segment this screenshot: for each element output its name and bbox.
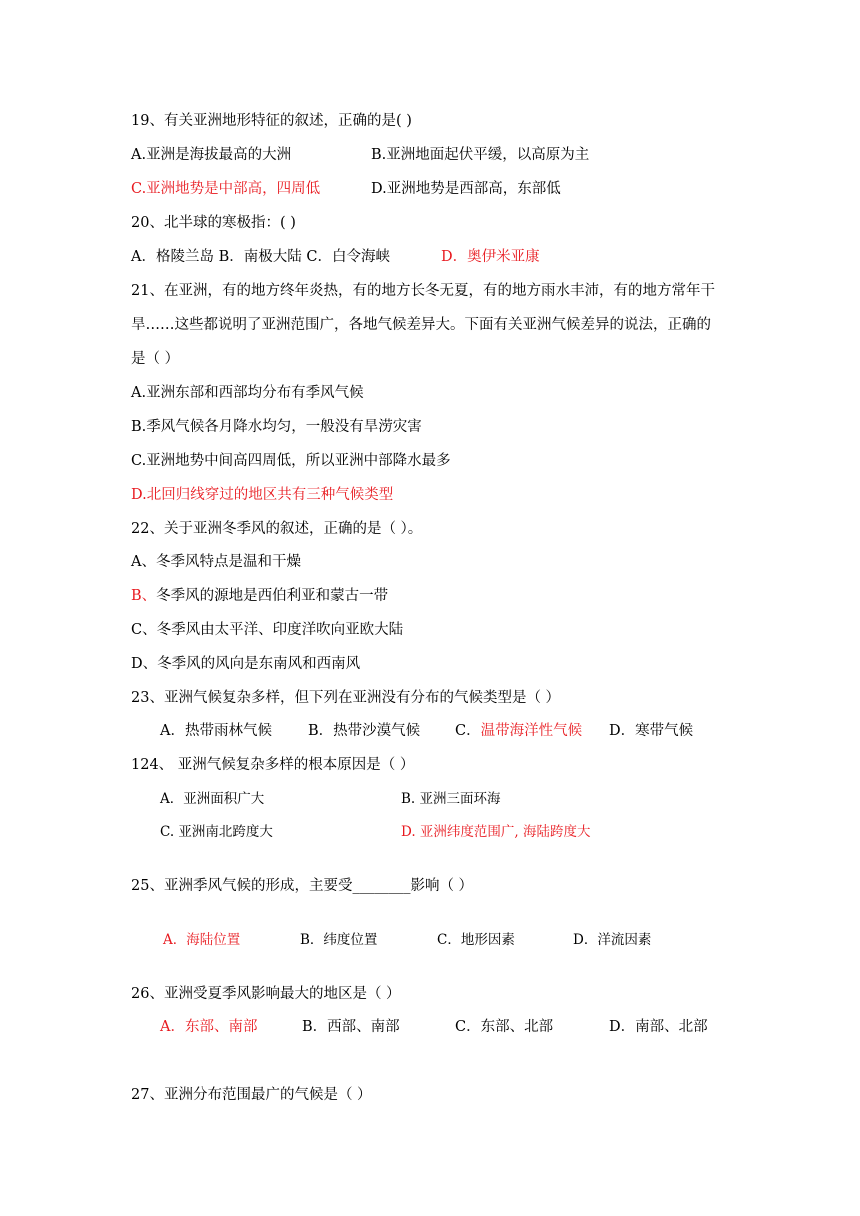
q24-stem: 124、 亚洲气候复杂多样的根本原因是（ ）: [131, 757, 415, 773]
q26-option-a: A．东部、南部: [160, 1019, 258, 1035]
q19-option-a: A.亚洲是海拔最高的大洲: [131, 147, 292, 163]
q22-option-c: C、冬季风由太平洋、印度洋吹向亚欧大陆: [131, 622, 404, 638]
q22-option-b-text: 冬季风的源地是西伯利亚和蒙古一带: [156, 588, 389, 604]
q22-option-b: [131, 586, 388, 606]
q27-stem: 27、亚洲分布范围最广的气候是（ ）: [131, 1087, 372, 1103]
q25-option-b: B．纬度位置: [300, 932, 378, 948]
q20-option-d: D．奥伊米亚康: [441, 249, 540, 265]
q19-option-b: B.亚洲地面起伏平缓，以高原为主: [371, 147, 590, 163]
q26-option-b: B．西部、南部: [302, 1019, 400, 1035]
q21-stem-line-3: 是（ ）: [131, 351, 180, 367]
q24-option-c: C. 亚洲南北跨度大: [160, 824, 273, 840]
q25-option-a: A．海陆位置: [163, 932, 241, 948]
q20-options-abc: A．格陵兰岛 B．南极大陆 C．白令海峡: [131, 249, 390, 265]
q26-option-c: C．东部、北部: [455, 1019, 554, 1035]
q22-option-b-letter: B、: [131, 588, 157, 604]
q25-stem: 25、亚洲季风气候的形成，主要受________影响（ ）: [131, 878, 474, 894]
q21-option-b: B.季风气候各月降水均匀，一般没有旱涝灾害: [131, 419, 422, 435]
q23-option-c: [455, 721, 582, 741]
q19-option-c: C.亚洲地势是中部高，四周低: [131, 181, 321, 197]
q23-option-c-text: 温带海洋性气候: [480, 723, 583, 739]
q23-option-c-letter: C．: [455, 723, 481, 739]
q23-option-a: A．热带雨林气候: [160, 723, 272, 739]
q20-stem: 20、北半球的寒极指：( ): [131, 215, 296, 231]
q25-option-c: C．地形因素: [437, 932, 515, 948]
q23-option-d: D．寒带气候: [609, 723, 694, 739]
q21-option-c: C.亚洲地势中间高四周低，所以亚洲中部降水最多: [131, 453, 451, 469]
q25-option-d: D．洋流因素: [573, 932, 652, 948]
q21-stem-line-1: 21、在亚洲，有的地方终年炎热，有的地方长冬无夏，有的地方雨水丰沛，有的地方常年干: [131, 283, 715, 299]
q21-option-a: A.亚洲东部和西部均分布有季风气候: [131, 385, 364, 401]
q21-stem-line-2: 旱……这些都说明了亚洲范围广，各地气候差异大。下面有关亚洲气候差异的说法，正确的: [131, 317, 711, 333]
q22-stem: 22、关于亚洲冬季风的叙述，正确的是（ ）。: [131, 521, 423, 537]
q23-stem: 23、亚洲气候复杂多样，但下列在亚洲没有分布的气候类型是（ ）: [131, 690, 561, 706]
q24-option-b: B. 亚洲三面环海: [401, 791, 501, 807]
q19-stem: 19、有关亚洲地形特征的叙述，正确的是( ): [131, 113, 412, 129]
q22-option-a: A、冬季风特点是温和干燥: [131, 554, 301, 570]
q26-option-d: D．南部、北部: [609, 1019, 708, 1035]
q22-option-d: D、冬季风的风向是东南风和西南风: [131, 656, 361, 672]
q23-option-b: B．热带沙漠气候: [308, 723, 421, 739]
q21-option-d: D.北回归线穿过的地区共有三种气候类型: [131, 487, 394, 503]
q24-option-d: D. 亚洲纬度范围广, 海陆跨度大: [401, 824, 591, 840]
q26-stem: 26、亚洲受夏季风影响最大的地区是（ ）: [131, 986, 401, 1002]
q19-option-d: D.亚洲地势是西部高，东部低: [371, 181, 561, 197]
q24-option-a: A．亚洲面积广大: [160, 791, 265, 807]
